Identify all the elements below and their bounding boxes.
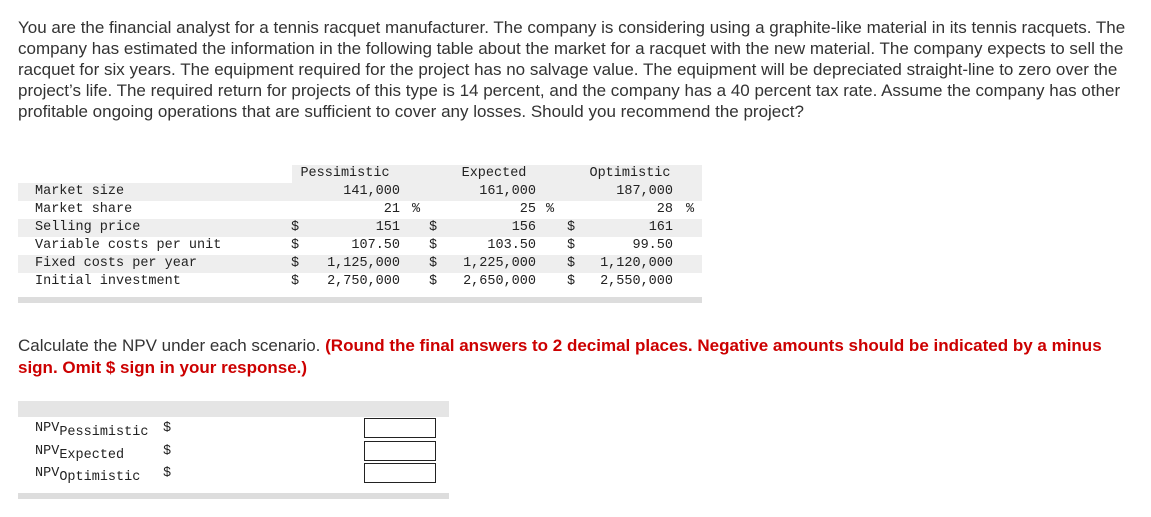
instructions-plain: Calculate the NPV under each scenario. bbox=[18, 336, 321, 355]
table-row-fixed-costs bbox=[18, 255, 702, 273]
header-pessimistic: Pessimistic bbox=[300, 166, 390, 181]
problem-statement: You are the financial analyst for a tennis racquet manufacturer. The company is considering using a graphite-like material in its tennis racquets. The company has estimated the information in the following table about the market for a racquet with the new material. The company expects to sell the racquet for six years. The equipment required for the project has no salvage value. The equipment will be depreciated straight-line to zero over the project’s life. The required return for projects of this type is 14 percent, and the company has a 40 percent tax rate. Assume the company has other profitable ongoing operations that are sufficient to cover any losses. Should you recommend the project? bbox=[18, 18, 1126, 121]
value-expected: 103.50 bbox=[487, 238, 536, 253]
dollar-sign: $ bbox=[429, 220, 438, 235]
value-optimistic: 2,550,000 bbox=[600, 274, 673, 289]
percent-sign: % bbox=[546, 202, 555, 217]
dollar-sign: $ bbox=[567, 274, 576, 289]
row-label: Market size bbox=[35, 184, 125, 199]
dollar-sign: $ bbox=[291, 238, 300, 253]
row-label: Market share bbox=[35, 202, 133, 217]
dollar-sign: $ bbox=[291, 256, 300, 271]
value-pessimistic: 1,125,000 bbox=[327, 256, 400, 271]
answer-panel-footer bbox=[18, 493, 449, 499]
row-label: Selling price bbox=[35, 220, 141, 235]
row-label: Variable costs per unit bbox=[35, 238, 222, 253]
table-row-initial-investment bbox=[18, 273, 702, 291]
answer-panel-header bbox=[18, 401, 449, 417]
dollar-sign: $ bbox=[429, 238, 438, 253]
value-pessimistic: 21 bbox=[383, 202, 400, 217]
dollar-sign: $ bbox=[163, 466, 172, 481]
npv-label-optimistic: $NPV_{Optimistic}$ bbox=[35, 466, 141, 485]
value-pessimistic: 2,750,000 bbox=[327, 274, 400, 289]
table-row-market-share bbox=[18, 201, 702, 219]
npv-expected-input[interactable] bbox=[364, 441, 436, 461]
value-expected: 25 bbox=[519, 202, 536, 217]
dollar-sign: $ bbox=[429, 274, 438, 289]
npv-pessimistic-input[interactable] bbox=[364, 418, 436, 438]
answer-row-optimistic bbox=[18, 463, 449, 485]
header-expected: Expected bbox=[461, 166, 527, 181]
dollar-sign: $ bbox=[567, 220, 576, 235]
npv-label-pessimistic: $NPV_{Pessimistic}$ bbox=[35, 421, 149, 440]
value-pessimistic: 141,000 bbox=[343, 184, 400, 199]
npv-label-expected: $NPV_{Expected}$ bbox=[35, 444, 125, 463]
dollar-sign: $ bbox=[291, 274, 300, 289]
value-optimistic: 99.50 bbox=[632, 238, 673, 253]
table-row-market-size bbox=[18, 183, 702, 201]
npv-optimistic-input[interactable] bbox=[364, 463, 436, 483]
answer-row-pessimistic bbox=[18, 418, 449, 440]
value-optimistic: 28 bbox=[656, 202, 673, 217]
header-optimistic: Optimistic bbox=[589, 166, 671, 181]
table-row-selling-price bbox=[18, 219, 702, 237]
row-label: Fixed costs per year bbox=[35, 256, 198, 271]
value-optimistic: 187,000 bbox=[616, 184, 673, 199]
percent-sign: % bbox=[686, 202, 695, 217]
dollar-sign: $ bbox=[291, 220, 300, 235]
dollar-sign: $ bbox=[567, 238, 576, 253]
dollar-sign: $ bbox=[163, 421, 172, 436]
answer-panel bbox=[18, 401, 449, 501]
value-pessimistic: 151 bbox=[375, 220, 400, 235]
dollar-sign: $ bbox=[163, 444, 172, 459]
instructions-emphasis: (Round the final answers to 2 decimal places. Negative amounts should be indicated by a minus sign. Omit $ sign in your response.) bbox=[18, 336, 1102, 377]
value-expected: 156 bbox=[511, 220, 536, 235]
value-expected: 161,000 bbox=[479, 184, 536, 199]
value-expected: 1,225,000 bbox=[463, 256, 536, 271]
row-label: Initial investment bbox=[35, 274, 181, 289]
value-optimistic: 1,120,000 bbox=[600, 256, 673, 271]
instructions bbox=[18, 335, 1143, 379]
dollar-sign: $ bbox=[429, 256, 438, 271]
value-pessimistic: 107.50 bbox=[351, 238, 400, 253]
table-row-variable-costs bbox=[18, 237, 702, 255]
scenario-table bbox=[18, 165, 702, 291]
table-header-row bbox=[18, 165, 702, 183]
value-expected: 2,650,000 bbox=[463, 274, 536, 289]
percent-sign: % bbox=[412, 202, 421, 217]
dollar-sign: $ bbox=[567, 256, 576, 271]
value-optimistic: 161 bbox=[648, 220, 673, 235]
answer-row-expected bbox=[18, 441, 449, 463]
table-bottom-rule bbox=[18, 297, 702, 303]
